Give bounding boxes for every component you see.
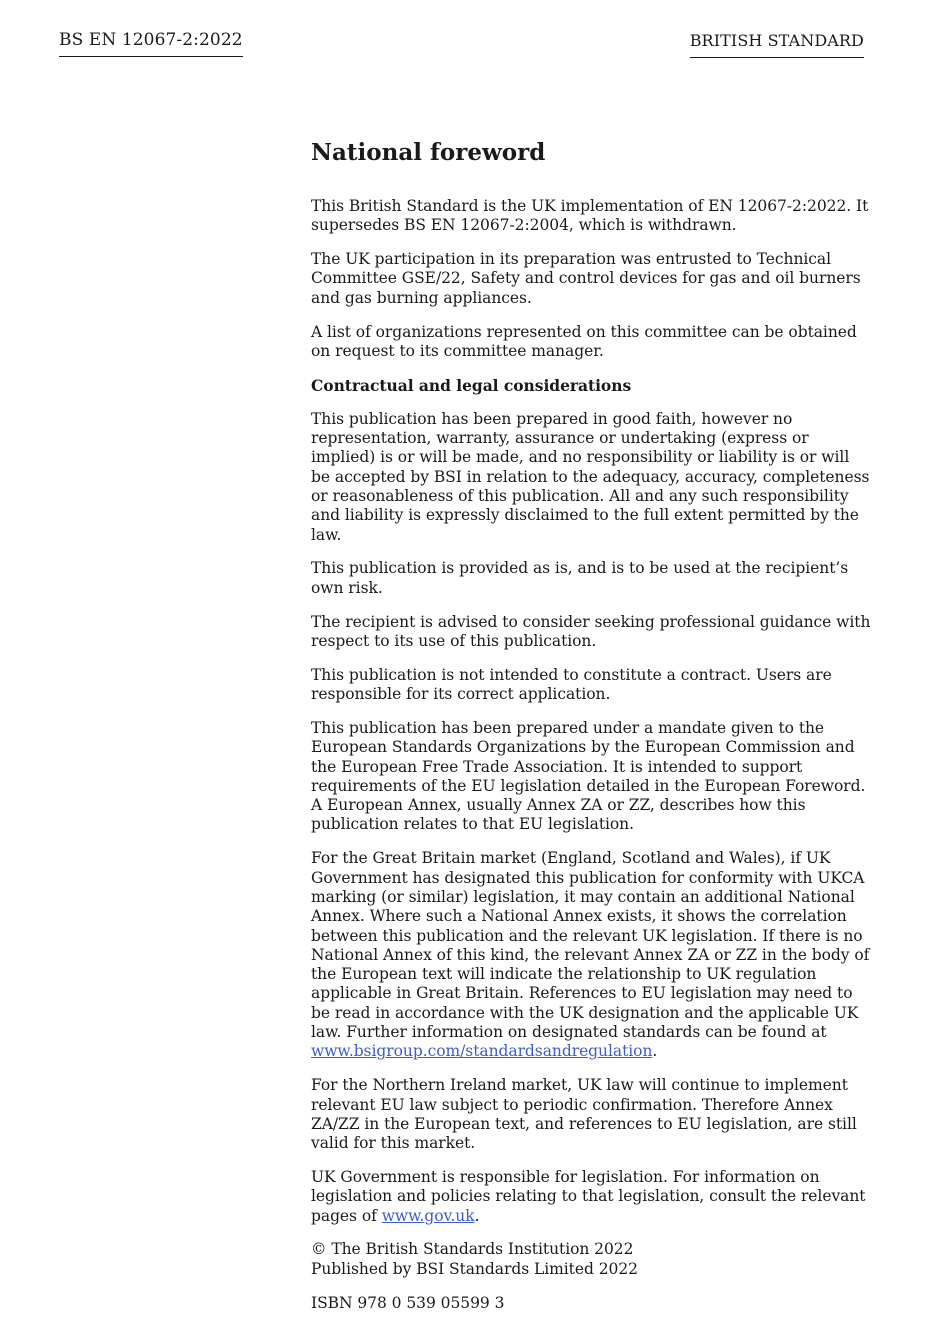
paragraph-committee: The UK participation in its preparation was entrusted to Technical Committee GSE/22, Safety and control devices for gas and oil burners and gas burning appliances. [311, 250, 861, 307]
page-title: National foreword [311, 139, 546, 166]
paragraph-great-britain-end: . [652, 1042, 658, 1061]
paragraph-implementation: This British Standard is the UK implementation of EN 12067-2:2022. It supersedes BS EN 12067-2:2004, which is withdrawn. [311, 197, 869, 235]
document-id: BS EN 12067-2:2022 [59, 30, 243, 57]
paragraph-northern-ireland: For the Northern Ireland market, UK law will continue to implement relevant EU law subject to periodic confirmation. Therefore Annex ZA/ZZ in the European text, and references to EU legislation, are still valid for this market. [311, 1076, 857, 1153]
paragraph-organizations: A list of organizations represented on this committee can be obtained on request to its committee manager. [311, 322, 857, 360]
foreword-content [311, 137, 871, 1328]
paragraph-uk-government-end: . [474, 1206, 480, 1225]
paragraph-own-risk: This publication is provided as is, and is to be used at the recipient’s own risk. [311, 559, 849, 597]
paragraph-great-britain [311, 849, 871, 1061]
paragraph-guidance: The recipient is advised to consider seeking professional guidance with respect to its use of this publication. [311, 612, 871, 650]
paragraph-not-contract: This publication is not intended to constitute a contract. Users are responsible for its correct application. [311, 665, 832, 704]
paragraph-uk-government-text: UK Government is responsible for legislation. For information on legislation and policies relating to that legislation, consult the relevant pages of [311, 1168, 866, 1225]
isbn-line: ISBN 978 0 539 05599 3 [311, 1293, 505, 1312]
bsigroup-link[interactable]: www.bsigroup.com/standardsandregulation [311, 1042, 653, 1061]
copyright-line: © The British Standards Institution 2022 [311, 1240, 634, 1259]
paragraph-mandate: This publication has been prepared under a mandate given to the European Standards Organizations by the European Commission and the European Free Trade Association. It is intended to support requirements of the EU legislation detailed in the European Foreword. A European Annex, usually Annex ZA or ZZ, describes how this publication relates to that EU legislation. [311, 718, 866, 834]
paragraph-great-britain-text: For the Great Britain market (England, Scotland and Wales), if UK Government has designated this publication for conformity with UKCA marking (or similar) legislation, it may contain an additional National Annex. Where such a National Annex exists, it shows the correlation between this publication and the relevant UK legislation. If there is no National Annex of this kind, the relevant Annex ZA or ZZ in the body of the European text will indicate the relationship to UK regulation applicable in Great Britain. References to EU legislation may need to be read in accordance with the UK designation and the applicable UK law. Further information on designated standards can be found at [311, 849, 870, 1042]
publisher-line: Published by BSI Standards Limited 2022 [311, 1259, 638, 1278]
subheading-contractual: Contractual and legal considerations [311, 375, 632, 395]
gov-uk-link[interactable]: www.gov.uk [381, 1206, 475, 1225]
series-label: BRITISH STANDARD [690, 31, 864, 58]
paragraph-good-faith: This publication has been prepared in good faith, however no representation, warranty, assurance or undertaking (express or implied) is or will be made, and no responsibility or liability is or will be accepted by BSI in relation to the adequacy, accuracy, completeness or reasonableness of this publication. All and any such responsibility and liability is expressly disclaimed to the full extent permitted by the law. [311, 409, 870, 544]
copyright-block [311, 1240, 871, 1279]
paragraph-uk-government [311, 1168, 871, 1226]
